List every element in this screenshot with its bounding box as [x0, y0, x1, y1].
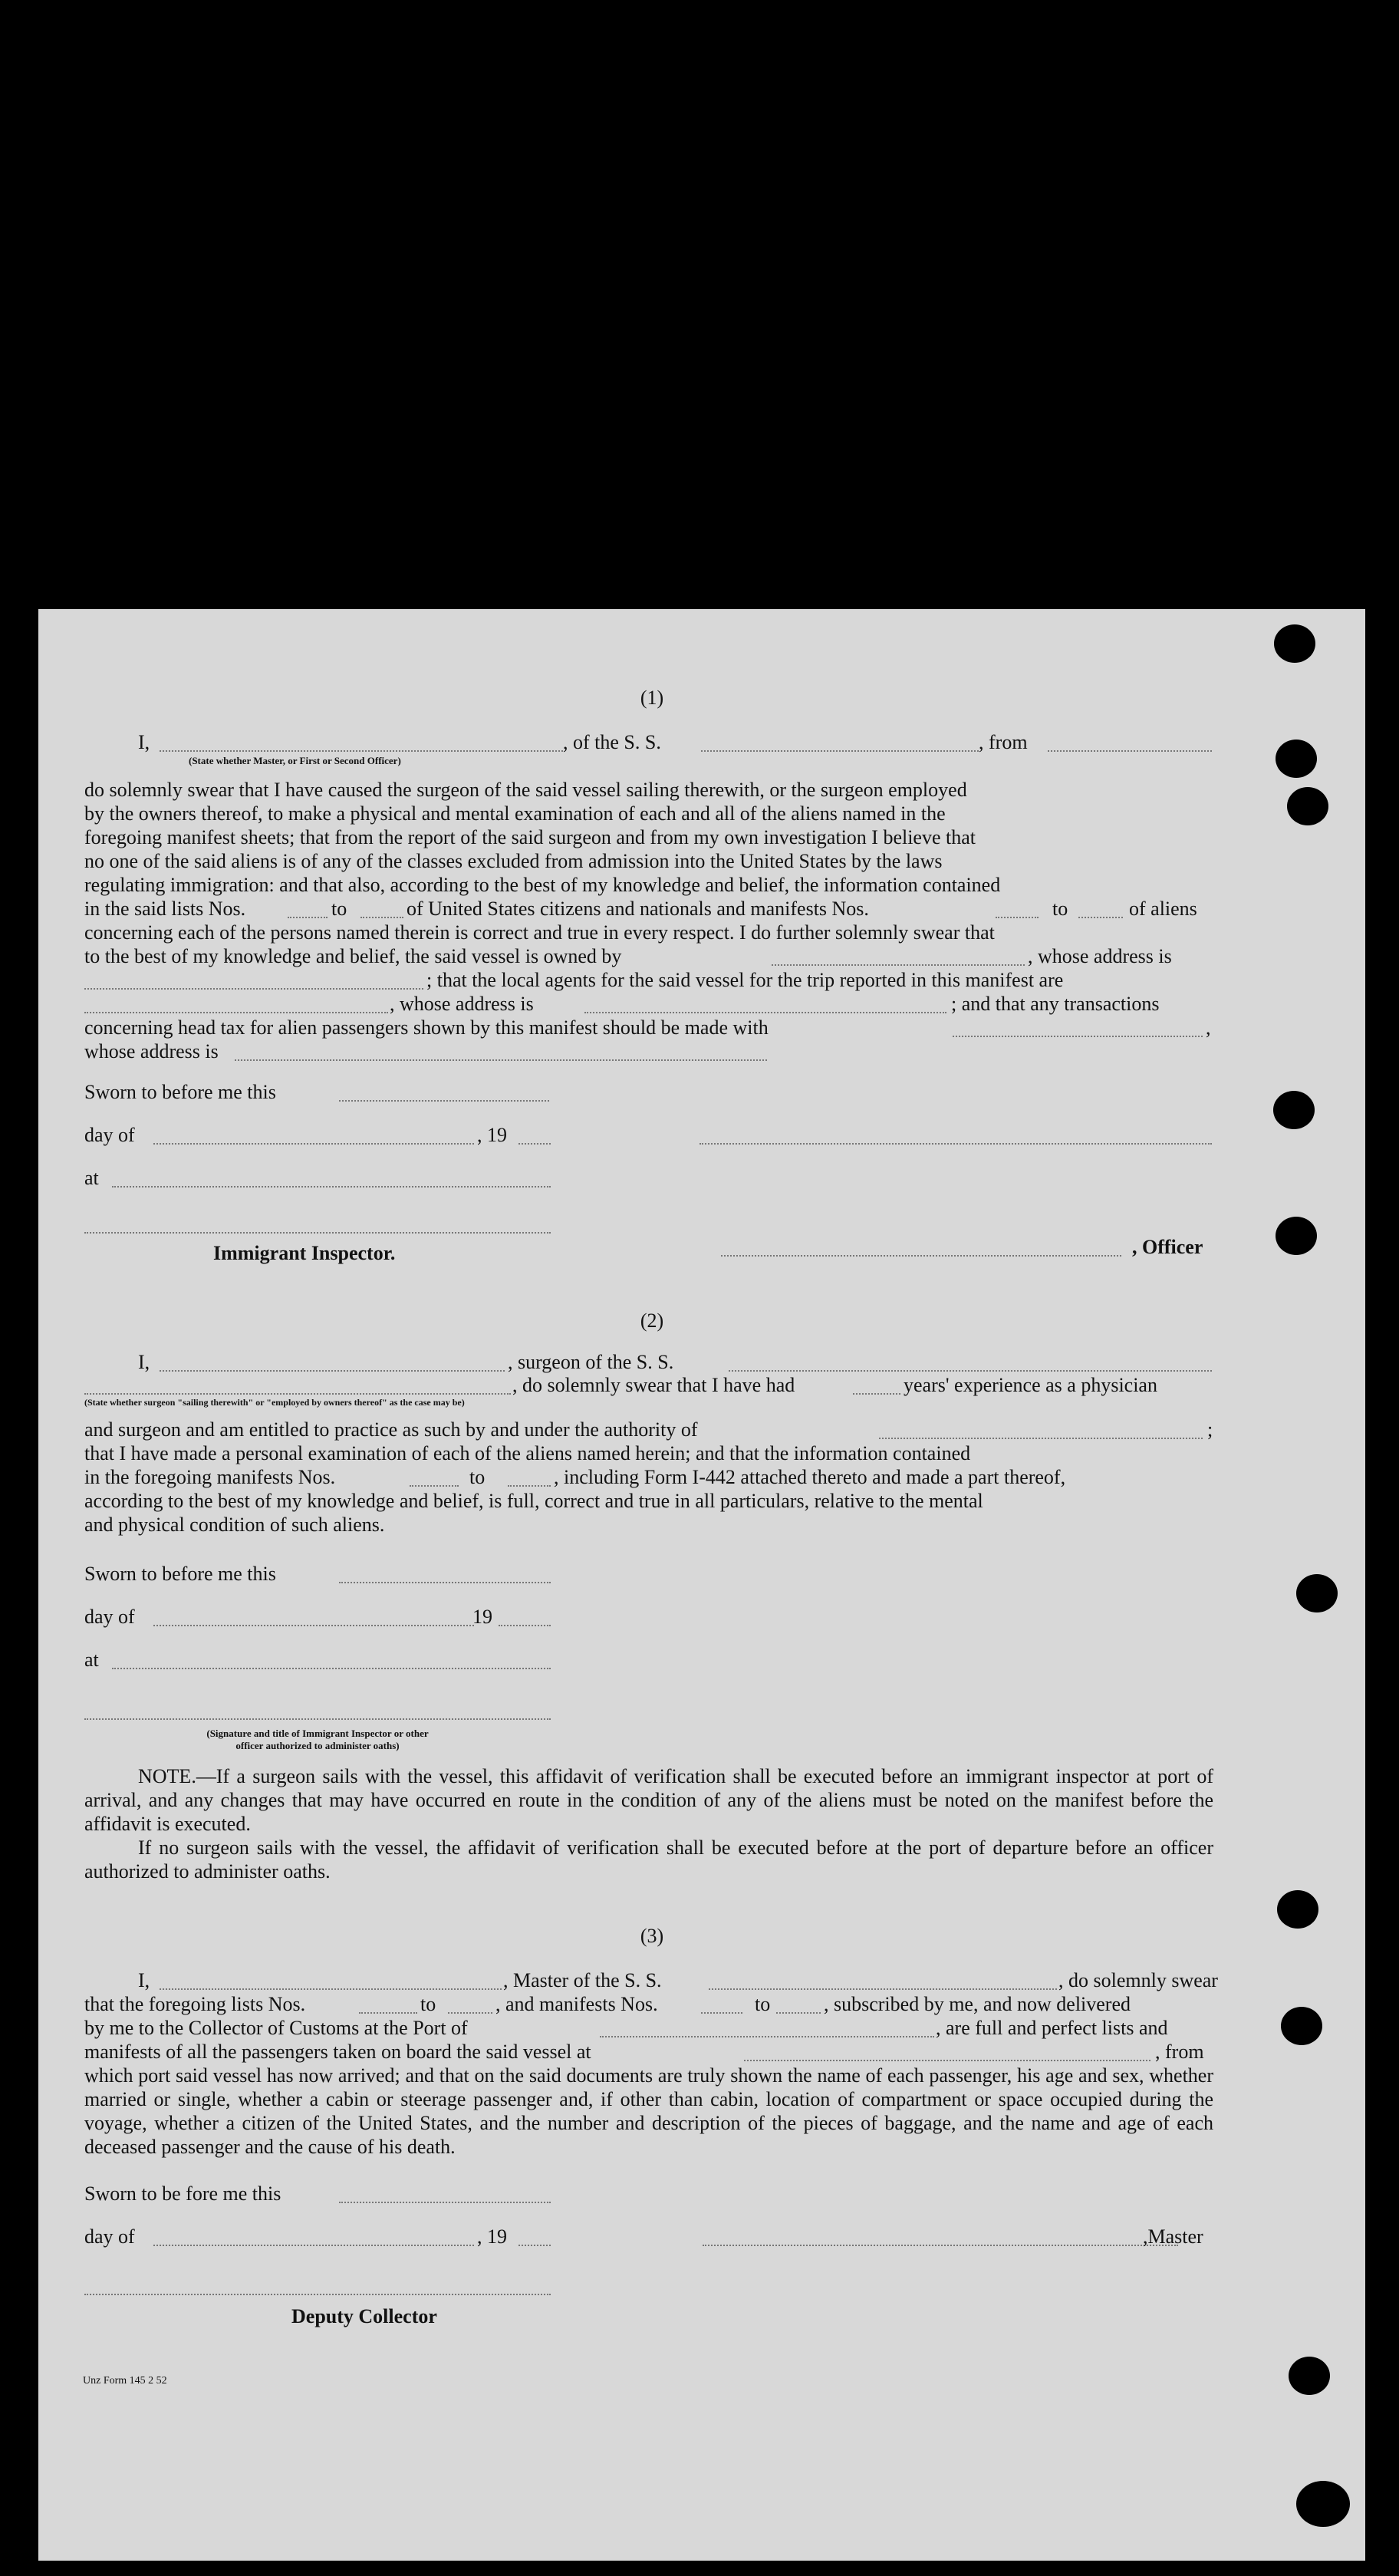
- text: I,: [138, 1969, 150, 1991]
- text: to: [331, 898, 347, 920]
- year-label: 19: [472, 1606, 492, 1628]
- text: in the said lists Nos.: [84, 898, 246, 920]
- punch-hole: [1276, 740, 1317, 778]
- text: whose address is: [84, 1040, 219, 1062]
- blank-line: [729, 1370, 1212, 1372]
- text: , from: [979, 731, 1028, 753]
- blank-line: [112, 1668, 551, 1669]
- section-3-heading: (3): [640, 1925, 664, 1947]
- text: to: [469, 1466, 486, 1488]
- blank-line: [160, 1370, 505, 1372]
- blank-line: [584, 1012, 946, 1013]
- blank-line: [84, 1393, 511, 1395]
- text: I,: [138, 1351, 150, 1373]
- blank-line: [84, 988, 423, 990]
- blank-line: [1078, 917, 1123, 918]
- blank-line: [288, 917, 328, 918]
- note-paragraph: NOTE.—If a surgeon sails with the vessel, this affidavit of verification shall be executed before an immigrant inspector at port of arrival, and any changes that may have occurred en route in the condition of any of the aliens must be noted on the manifest before the affidavit is executed.: [84, 1765, 1213, 1835]
- blank-line: [600, 2036, 934, 2037]
- deputy-collector-label: Deputy Collector: [291, 2305, 437, 2327]
- blank-line: [508, 1485, 551, 1487]
- blank-line: [518, 1143, 551, 1145]
- punch-hole: [1274, 624, 1315, 663]
- blank-line: [360, 917, 403, 918]
- text: concerning each of the persons named therein is correct and true in every respect. I do further solemnly swear that: [84, 921, 995, 944]
- blank-line: [235, 1059, 767, 1061]
- punch-hole: [1287, 787, 1328, 825]
- signature-line: [700, 1143, 1212, 1145]
- blank-line: [996, 917, 1039, 918]
- at-label: at: [84, 1167, 99, 1189]
- blank-line: [448, 2012, 492, 2014]
- text: , and manifests Nos.: [495, 1993, 658, 2015]
- punch-hole: [1281, 2007, 1322, 2045]
- day-of-label: day of: [84, 1124, 135, 1146]
- text: by the owners thereof, to make a physical and mental examination of each and all of the aliens named in the: [84, 802, 946, 825]
- punch-hole: [1276, 1217, 1317, 1255]
- manifest-affidavit-page: [38, 609, 1365, 2561]
- blank-line: [776, 2012, 821, 2014]
- text: , subscribed by me, and now delivered: [824, 1993, 1131, 2015]
- text: ; and that any transactions: [951, 993, 1160, 1015]
- blank-line: [1048, 750, 1212, 752]
- immigrant-inspector-label: Immigrant Inspector.: [213, 1242, 396, 1264]
- year-label: , 19: [477, 1124, 507, 1146]
- blank-line: [84, 1012, 388, 1013]
- text: foregoing manifest sheets; that from the report of the said surgeon and from my own investigation I believe that: [84, 826, 976, 848]
- blank-line: [339, 2202, 551, 2203]
- blank-line: [853, 1393, 900, 1395]
- blank-line: [744, 2060, 1150, 2061]
- day-of-label: day of: [84, 1606, 135, 1628]
- section-1-heading: (1): [640, 687, 664, 709]
- text: , do solemnly swear: [1058, 1969, 1218, 1991]
- text: to: [420, 1993, 436, 2015]
- blank-line: [339, 1582, 551, 1583]
- sworn-label: Sworn to before me this: [84, 1081, 276, 1103]
- text: to the best of my knowledge and belief, the said vessel is owned by: [84, 945, 622, 967]
- at-label: at: [84, 1649, 99, 1671]
- text: by me to the Collector of Customs at the Port of: [84, 2017, 468, 2039]
- text: regulating immigration: and that also, according to the best of my knowledge and belief, the information contained: [84, 874, 1001, 896]
- text: to: [755, 1993, 771, 2015]
- sworn-label: Sworn to before me this: [84, 1563, 276, 1585]
- text: of United States citizens and nationals and manifests Nos.: [407, 898, 869, 920]
- signature-line: [721, 1255, 1121, 1257]
- text: , from: [1155, 2041, 1204, 2063]
- blank-line: [153, 1143, 474, 1145]
- blank-line: [153, 2245, 474, 2246]
- text: , whose address is: [390, 993, 534, 1015]
- text: , surgeon of the S. S.: [508, 1351, 674, 1373]
- signature-line: [703, 2245, 1178, 2246]
- text: that I have made a personal examination of each of the aliens named herein; and that the information contained: [84, 1442, 971, 1464]
- text: ;: [1207, 1418, 1213, 1441]
- sworn-label: Sworn to be fore me this: [84, 2182, 281, 2205]
- day-of-label: day of: [84, 2225, 135, 2248]
- signature-caption: officer authorized to administer oaths): [235, 1740, 400, 1751]
- text: do solemnly swear that I have caused the surgeon of the said vessel sailing therewith, or the surgeon employed: [84, 779, 967, 801]
- section-2-heading: (2): [640, 1309, 664, 1332]
- signature-line: [84, 1232, 551, 1234]
- blank-line: [339, 1100, 549, 1102]
- officer-note: (State whether Master, or First or Second Officer): [189, 755, 401, 766]
- text-paragraph: which port said vessel has now arrived; and that on the said documents are truly shown the name of each passenger, his age and sex, whether married or single, whether a cabin or steerage passenger and, if other than cabin, location of compartment or space occupied during the voyage, whether a citizen of the United States, and the number and description of the pieces of baggage, and the name and age of each deceased passenger and the cause of his death.: [84, 2064, 1213, 2158]
- blank-line: [709, 1988, 1057, 1990]
- text: , are full and perfect lists and: [936, 2017, 1168, 2039]
- text: , do solemnly swear that I have had: [512, 1374, 795, 1396]
- text: of aliens: [1129, 898, 1197, 920]
- text: that the foregoing lists Nos.: [84, 1993, 306, 2015]
- master-label: ,Master: [1143, 2225, 1203, 2248]
- blank-line: [701, 750, 979, 752]
- form-number: Unz Form 145 2 52: [83, 2375, 167, 2387]
- text: concerning head tax for alien passengers shown by this manifest should be made with: [84, 1016, 769, 1039]
- text: , Master of the S. S.: [503, 1969, 662, 1991]
- blank-line: [359, 2012, 417, 2014]
- text: , whose address is: [1028, 945, 1172, 967]
- text: ,: [1206, 1016, 1211, 1039]
- text: in the foregoing manifests Nos.: [84, 1466, 336, 1488]
- text: and physical condition of such aliens.: [84, 1514, 385, 1536]
- text: , of the S. S.: [563, 731, 661, 753]
- signature-line: [84, 1718, 551, 1720]
- blank-line: [953, 1036, 1203, 1037]
- blank-line: [772, 964, 1025, 966]
- punch-hole: [1296, 1574, 1338, 1612]
- blank-line: [153, 1625, 474, 1626]
- signature-line: [84, 2294, 551, 2295]
- text: years' experience as a physician: [904, 1374, 1157, 1396]
- punch-hole: [1277, 1890, 1318, 1929]
- blank-line: [112, 1186, 551, 1188]
- punch-hole: [1273, 1091, 1315, 1129]
- blank-line: [499, 1625, 551, 1626]
- text: no one of the said aliens is of any of the classes excluded from admission into the United States by the laws: [84, 850, 943, 872]
- punch-hole: [1289, 2357, 1330, 2395]
- text: , including Form I-442 attached thereto and made a part thereof,: [554, 1466, 1066, 1488]
- note-paragraph: If no surgeon sails with the vessel, the affidavit of verification shall be executed before at the port of departure before an officer authorized to administer oaths.: [84, 1836, 1213, 1883]
- blank-line: [160, 750, 563, 752]
- surgeon-note: (State whether surgeon "sailing therewith" or "employed by owners thereof" as the case may be): [84, 1397, 465, 1408]
- blank-line: [410, 1485, 459, 1487]
- signature-caption: (Signature and title of Immigrant Inspector or other: [206, 1728, 429, 1739]
- blank-line: [518, 2245, 551, 2246]
- blank-line: [160, 1988, 502, 1990]
- blank-line: [879, 1438, 1203, 1439]
- blank-line: [701, 2012, 742, 2014]
- year-label: , 19: [477, 2225, 507, 2248]
- text: according to the best of my knowledge and belief, is full, correct and true in all particulars, relative to the mental: [84, 1490, 983, 1512]
- punch-hole: [1296, 2481, 1350, 2527]
- text: manifests of all the passengers taken on board the said vessel at: [84, 2041, 591, 2063]
- officer-label: , Officer: [1132, 1236, 1203, 1258]
- text: and surgeon and am entitled to practice as such by and under the authority of: [84, 1418, 698, 1441]
- text: ; that the local agents for the said vessel for the trip reported in this manifest are: [426, 969, 1064, 991]
- text: to: [1052, 898, 1068, 920]
- text: I,: [138, 731, 150, 753]
